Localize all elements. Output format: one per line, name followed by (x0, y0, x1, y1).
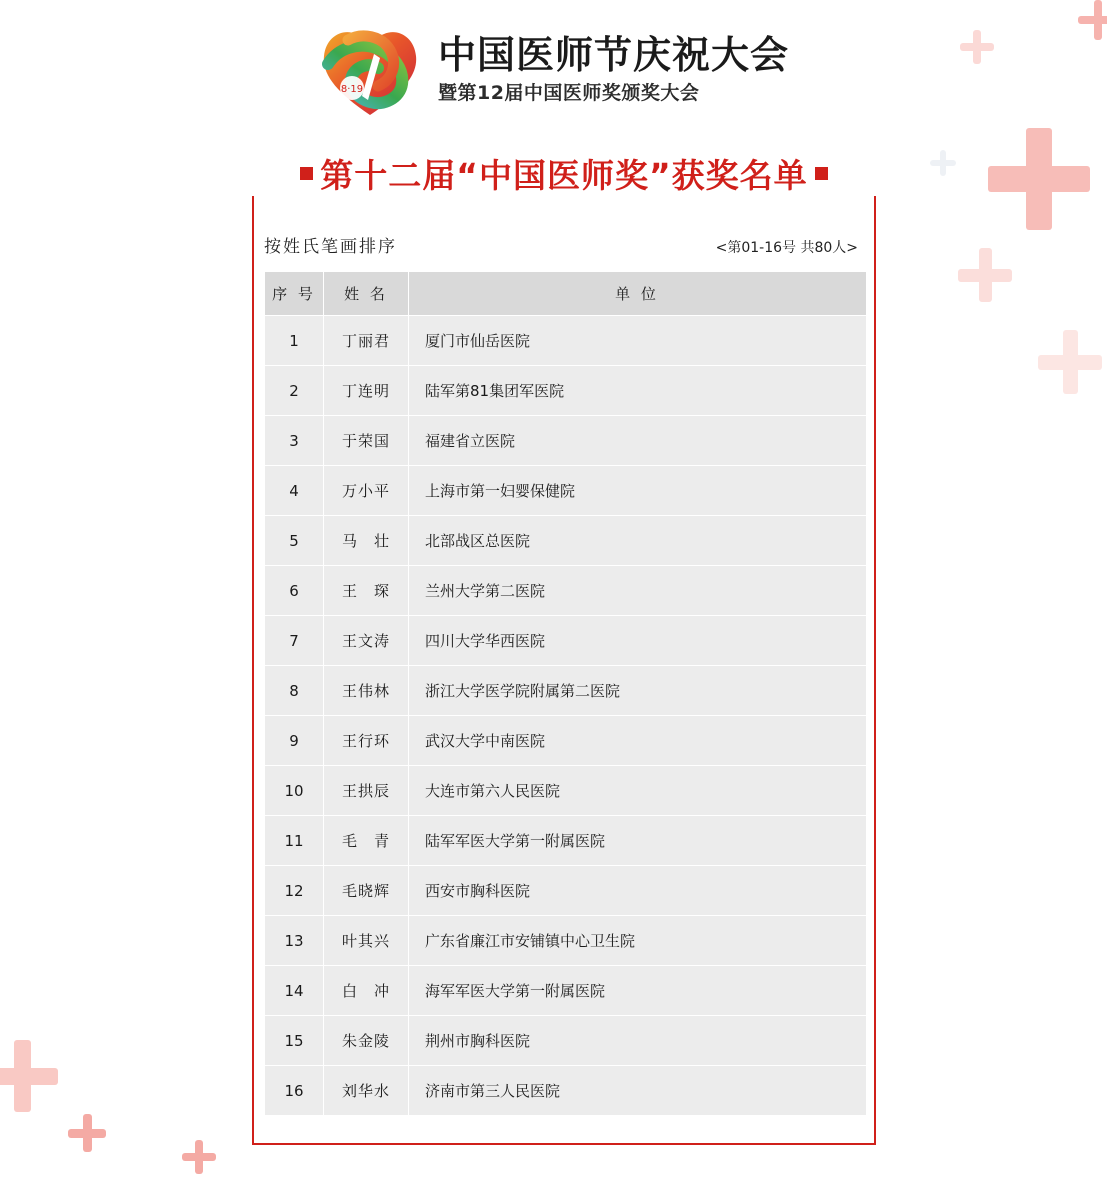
award-list-content (264, 232, 858, 1116)
cell-no: 3 (265, 416, 324, 466)
cell-name: 马 壮 (324, 516, 409, 566)
cell-no: 12 (265, 866, 324, 916)
cell-no: 6 (265, 566, 324, 616)
decorative-cross-icon (1038, 330, 1102, 394)
decorative-cross-icon (958, 248, 1012, 302)
cell-org: 西安市胸科医院 (409, 866, 867, 916)
cell-org: 北部战区总医院 (409, 516, 867, 566)
cell-no: 8 (265, 666, 324, 716)
column-header-org: 单 位 (409, 272, 867, 316)
column-header-no: 序 号 (265, 272, 324, 316)
cell-org: 大连市第六人民医院 (409, 766, 867, 816)
cell-no: 5 (265, 516, 324, 566)
banner-square-right-icon (815, 167, 828, 180)
table-row (265, 866, 867, 916)
cell-org: 广东省廉江市安铺镇中心卫生院 (409, 916, 867, 966)
cell-org: 上海市第一妇婴保健院 (409, 466, 867, 516)
cell-name: 毛晓辉 (324, 866, 409, 916)
decorative-cross-icon (182, 1140, 216, 1174)
cell-name: 丁连明 (324, 366, 409, 416)
cell-name: 朱金陵 (324, 1016, 409, 1066)
event-subtitle: 暨第12届中国医师奖颁奖大会 (437, 81, 700, 104)
table-row (265, 516, 867, 566)
table-row (265, 1066, 867, 1116)
decorative-cross-icon (930, 150, 956, 176)
logo-badge-text: 8·19 (340, 84, 364, 95)
cell-name: 万小平 (324, 466, 409, 516)
header-title-block (437, 33, 789, 104)
cell-org: 陆军军医大学第一附属医院 (409, 816, 867, 866)
cell-no: 4 (265, 466, 324, 516)
table-header-row (265, 272, 867, 316)
cell-no: 11 (265, 816, 324, 866)
banner-title: 第十二届“中国医师奖”获奖名单 (320, 155, 808, 195)
table-row (265, 616, 867, 666)
cell-no: 1 (265, 316, 324, 366)
table-row (265, 916, 867, 966)
table-row (265, 766, 867, 816)
cell-name: 王 琛 (324, 566, 409, 616)
award-list-banner (252, 150, 876, 196)
cell-name: 毛 青 (324, 816, 409, 866)
cell-org: 兰州大学第二医院 (409, 566, 867, 616)
decorative-cross-icon (0, 1040, 58, 1112)
heart-ribbon-logo-icon (318, 18, 422, 122)
table-row (265, 816, 867, 866)
cell-org: 荆州市胸科医院 (409, 1016, 867, 1066)
table-row (265, 466, 867, 516)
table-row (265, 316, 867, 366)
sort-note: 按姓氏笔画排序 (264, 237, 397, 257)
table-row (265, 966, 867, 1016)
cell-org: 武汉大学中南医院 (409, 716, 867, 766)
award-winners-table (264, 271, 867, 1116)
cell-name: 白 冲 (324, 966, 409, 1016)
cell-no: 9 (265, 716, 324, 766)
logo-and-title (318, 18, 789, 122)
cell-org: 福建省立医院 (409, 416, 867, 466)
cell-org: 济南市第三人民医院 (409, 1066, 867, 1116)
cell-org: 四川大学华西医院 (409, 616, 867, 666)
cell-no: 10 (265, 766, 324, 816)
cell-name: 刘华水 (324, 1066, 409, 1116)
cell-name: 叶其兴 (324, 916, 409, 966)
cell-no: 7 (265, 616, 324, 666)
table-row (265, 666, 867, 716)
list-meta-row (264, 232, 858, 257)
decorative-cross-icon (68, 1114, 106, 1152)
banner-square-left-icon (300, 167, 313, 180)
table-row (265, 1016, 867, 1066)
cell-no: 14 (265, 966, 324, 1016)
cell-name: 王伟林 (324, 666, 409, 716)
decorative-cross-icon (988, 128, 1090, 230)
cell-org: 陆军第81集团军医院 (409, 366, 867, 416)
event-title: 中国医师节庆祝大会 (437, 33, 789, 78)
cell-no: 15 (265, 1016, 324, 1066)
cell-name: 王拱辰 (324, 766, 409, 816)
cell-no: 13 (265, 916, 324, 966)
page-header (0, 18, 1107, 122)
table-row (265, 416, 867, 466)
cell-name: 于荣国 (324, 416, 409, 466)
cell-org: 浙江大学医学院附属第二医院 (409, 666, 867, 716)
cell-name: 丁丽君 (324, 316, 409, 366)
cell-org: 厦门市仙岳医院 (409, 316, 867, 366)
cell-name: 王文涛 (324, 616, 409, 666)
table-row (265, 366, 867, 416)
table-body (265, 316, 867, 1116)
cell-name: 王行环 (324, 716, 409, 766)
column-header-name: 姓 名 (324, 272, 409, 316)
cell-org: 海军军医大学第一附属医院 (409, 966, 867, 1016)
cell-no: 16 (265, 1066, 324, 1116)
range-note: <第01-16号 共80人> (715, 240, 858, 256)
table-row (265, 566, 867, 616)
cell-no: 2 (265, 366, 324, 416)
table-row (265, 716, 867, 766)
